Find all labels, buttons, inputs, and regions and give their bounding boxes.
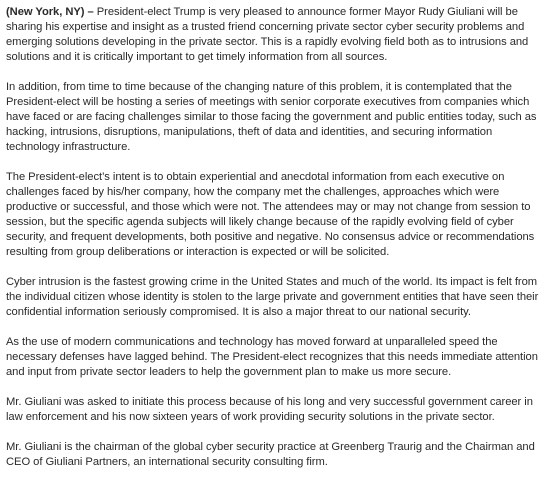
paragraph-7: Mr. Giuliani is the chairman of the global cyber security practice at Greenberg Traurig and the Chairman and CEO of Giuliani Partners, an international security consulting firm. xyxy=(6,441,535,468)
paragraph-3: The President-elect’s intent is to obtain experiential and anecdotal information from each executive on challenges faced by his/her company, how the company met the challenges, approaches which were productive or successful, and those which were not. The attendees may or may not change from session to session, but the specific agenda subjects will likely change because of the rapidly evolving field of cyber security, and frequent developments, both positive and negative. No consensus advice or recommendations resulting from group deliberations or interaction is expected or will be solicited. xyxy=(6,171,535,258)
paragraph-1-text: President-elect Trump is very pleased to announce former Mayor Rudy Giuliani will be sharing his expertise and insight as a trusted friend concerning private sector cyber security problems and emerging solutions developing in the private sector. This is a rapidly evolving field both as to intrusions and solutions and it is critically important to get timely information from all sources. xyxy=(6,6,529,63)
dateline: (New York, NY) – xyxy=(6,6,94,18)
paragraph-6: Mr. Giuliani was asked to initiate this process because of his long and very successful government career in law enforcement and his now sixteen years of work providing security solutions in the private sector. xyxy=(6,396,533,423)
paragraph-4: Cyber intrusion is the fastest growing crime in the United States and much of the world. Its impact is felt from the individual citizen whose identity is stolen to the large private and government entities that have seen their confidential information seriously compromised. It is also a major threat to our national security. xyxy=(6,276,539,318)
paragraph-5: As the use of modern communications and technology has moved forward at unparalleled speed the necessary defenses have lagged behind. The President-elect recognizes that this needs immediate attention and input from private sector leaders to help the government plan to make us more secure. xyxy=(6,336,538,378)
paragraph-1 xyxy=(6,5,545,65)
paragraph-2: In addition, from time to time because of the changing nature of this problem, it is contemplated that the President-elect will be hosting a series of meetings with senior corporate executives from companies which have faced or are facing challenges similar to those facing the government and public entities today, such as hacking, intrusions, disruptions, manipulations, theft of data and identities, and securing information technology infrastructure. xyxy=(6,81,537,153)
